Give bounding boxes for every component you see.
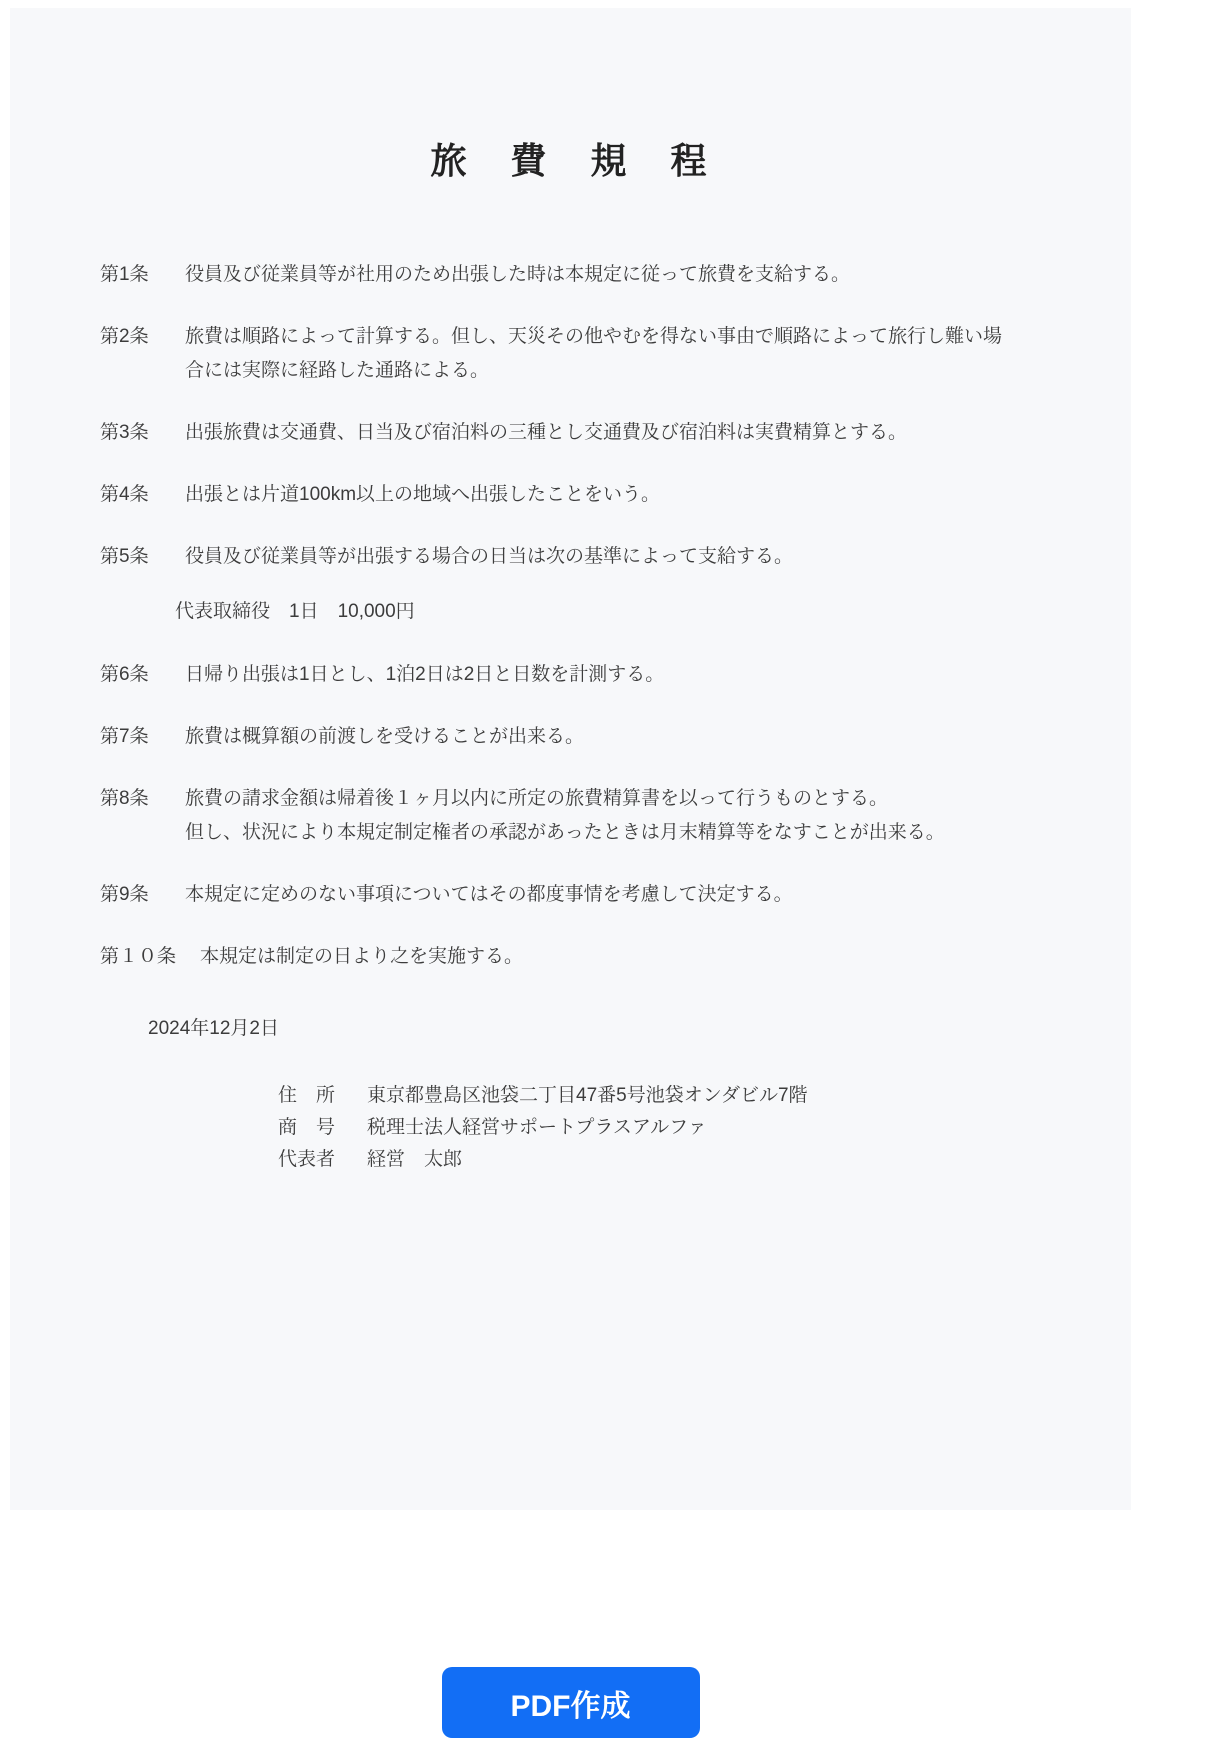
article-10-body xyxy=(200,940,1071,974)
article-9 xyxy=(100,878,1071,912)
article-5-body xyxy=(185,540,1071,574)
page xyxy=(10,0,1131,1738)
article-9-body xyxy=(185,878,1071,912)
signature-representative-value: 経営 太郎 xyxy=(367,1149,463,1170)
article-2-body xyxy=(185,320,1071,388)
article-1-label: 第1条 xyxy=(100,264,149,285)
article-8-body xyxy=(185,782,1071,850)
article-4-body xyxy=(185,478,1071,512)
pdf-create-button[interactable]: PDF作成 xyxy=(442,1667,700,1738)
article-4-text: 出張とは片道100km以上の地域へ出張したことをいう。 xyxy=(185,484,661,505)
article-4 xyxy=(100,478,1071,512)
signature-block xyxy=(278,1080,1131,1176)
article-5-allowance-line: 代表取締役 1日 10,000円 xyxy=(175,601,415,622)
signature-company-value: 税理士法人経営サポートプラスアルファ xyxy=(367,1117,707,1138)
article-2-text-line-1: 旅費は順路によって計算する。但し、天災その他やむを得ない事由で順路によって旅行し難い場 xyxy=(185,326,1003,347)
article-3 xyxy=(100,416,1071,450)
articles-list xyxy=(100,258,1071,974)
article-2 xyxy=(100,320,1071,388)
article-8 xyxy=(100,782,1071,850)
article-1-body xyxy=(185,258,1071,292)
document-panel xyxy=(10,8,1131,1510)
article-7-body xyxy=(185,720,1071,754)
article-7-text: 旅費は概算額の前渡しを受けることが出来る。 xyxy=(185,726,585,747)
article-7 xyxy=(100,720,1071,754)
article-3-body xyxy=(185,416,1071,450)
signature-representative-row xyxy=(278,1144,1131,1176)
article-9-label: 第9条 xyxy=(100,884,149,905)
signature-address-label: 住 所 xyxy=(278,1085,336,1106)
article-8-text-line-2: 但し、状況により本規定制定権者の承認があったときは月末精算等をなすことが出来る。 xyxy=(185,822,945,843)
article-10-label: 第１０条 xyxy=(100,946,177,967)
article-8-label: 第8条 xyxy=(100,788,149,809)
article-4-label: 第4条 xyxy=(100,484,149,505)
signature-address-value: 東京都豊島区池袋二丁目47番5号池袋オンダビル7階 xyxy=(367,1085,808,1106)
document-date: 2024年12月2日 xyxy=(148,1018,279,1039)
signature-company-row xyxy=(278,1112,1131,1144)
article-6 xyxy=(100,658,1071,692)
article-2-label: 第2条 xyxy=(100,326,149,347)
article-5-label: 第5条 xyxy=(100,546,149,567)
footer xyxy=(10,1510,1131,1738)
article-2-text-line-2: 合には実際に経路した通路による。 xyxy=(185,360,490,381)
article-6-body xyxy=(185,658,1071,692)
article-1-text: 役員及び従業員等が社用のため出張した時は本規定に従って旅費を支給する。 xyxy=(185,264,851,285)
article-6-label: 第6条 xyxy=(100,664,149,685)
article-5 xyxy=(100,540,1071,574)
article-10 xyxy=(100,940,1071,974)
article-6-text: 日帰り出張は1日とし、1泊2日は2日と日数を計測する。 xyxy=(185,664,665,685)
signature-representative-label: 代表者 xyxy=(278,1149,336,1170)
article-8-text-line-1: 旅費の請求金額は帰着後１ヶ月以内に所定の旅費精算書を以って行うものとする。 xyxy=(185,788,889,809)
document-title: 旅 費 規 程 xyxy=(430,140,711,181)
article-9-text: 本規定に定めのない事項についてはその都度事情を考慮して決定する。 xyxy=(185,884,793,905)
article-3-label: 第3条 xyxy=(100,422,149,443)
article-3-text: 出張旅費は交通費、日当及び宿泊料の三種とし交通費及び宿泊料は実費精算とする。 xyxy=(185,422,908,443)
article-10-text: 本規定は制定の日より之を実施する。 xyxy=(200,946,524,967)
signature-company-label: 商 号 xyxy=(278,1117,336,1138)
signature-address-row xyxy=(278,1080,1131,1112)
article-5-text: 役員及び従業員等が出張する場合の日当は次の基準によって支給する。 xyxy=(185,546,794,567)
article-7-label: 第7条 xyxy=(100,726,149,747)
article-1 xyxy=(100,258,1071,292)
